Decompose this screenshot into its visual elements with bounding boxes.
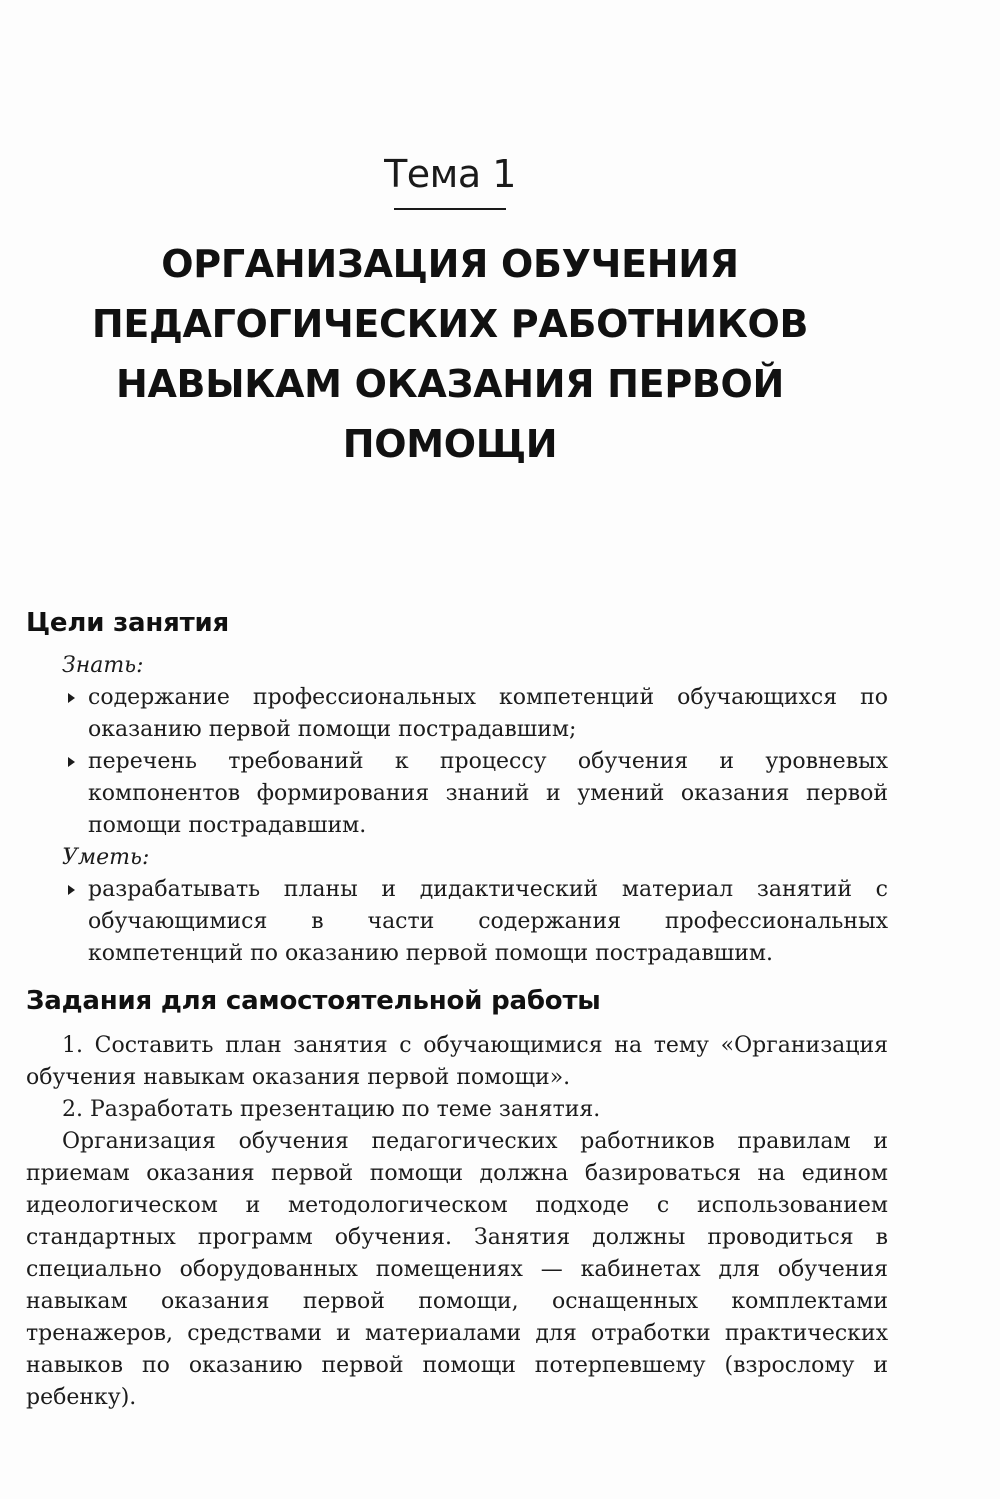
know-item [26, 682, 888, 746]
topic-label: Тема 1 [384, 152, 516, 196]
triangle-bullet-icon [68, 693, 75, 703]
chapter-title-line: ПОМОЩИ [342, 422, 558, 466]
triangle-bullet-icon [68, 885, 75, 895]
chapter-title-line: ПЕДАГОГИЧЕСКИХ РАБОТНИКОВ [91, 302, 809, 346]
know-label: Знать: [62, 653, 144, 678]
can-item [26, 874, 888, 970]
chapter-title-line: НАВЫКАМ ОКАЗАНИЯ ПЕРВОЙ [115, 362, 785, 406]
chapter-title-line: ОРГАНИЗАЦИЯ ОБУЧЕНИЯ [161, 242, 739, 286]
body-paragraph: Организация обучения педагогических работников правилам и приемам оказания первой помощи должна базироваться на едином идеологическом и методологическом подходе с использованием стандартных программ обучения. Занятия должны проводиться в специально оборудованных помещениях — кабинетах для обучения навыкам оказания первой помощи, оснащенных комплектами тренажеров, средствами и материалами для отработки практических навыков по оказанию первой помощи потерпевшему (взрослому и ребенку). [26, 1129, 888, 1410]
topic-underline [394, 208, 506, 210]
chapter-title [40, 234, 860, 474]
goals-section [26, 650, 888, 970]
task-item: 2. Разработать презентацию по теме занятия. [62, 1097, 601, 1122]
task-item: 1. Составить план занятия с обучающимися на тему «Организация обучения навыкам оказания первой помощи». [26, 1033, 888, 1090]
can-item-text: разрабатывать планы и дидактический материал занятий с обучающимися в части содержания профессиональных компетенций по оказанию первой помощи пострадавшим. [88, 877, 888, 966]
can-label: Уметь: [62, 845, 150, 870]
triangle-bullet-icon [68, 757, 75, 767]
know-list [26, 682, 888, 842]
can-list [26, 874, 888, 970]
know-item-text: содержание профессиональных компетенций обучающихся по оказанию первой помощи пострадавшим; [88, 685, 888, 742]
goals-heading: Цели занятия [26, 608, 229, 638]
tasks-heading: Задания для самостоятельной работы [26, 986, 601, 1016]
tasks-section [26, 1030, 888, 1414]
know-item-text: перечень требований к процессу обучения и уровневых компонентов формирования знаний и умений оказания первой помощи пострадавшим. [88, 749, 888, 838]
know-item [26, 746, 888, 842]
